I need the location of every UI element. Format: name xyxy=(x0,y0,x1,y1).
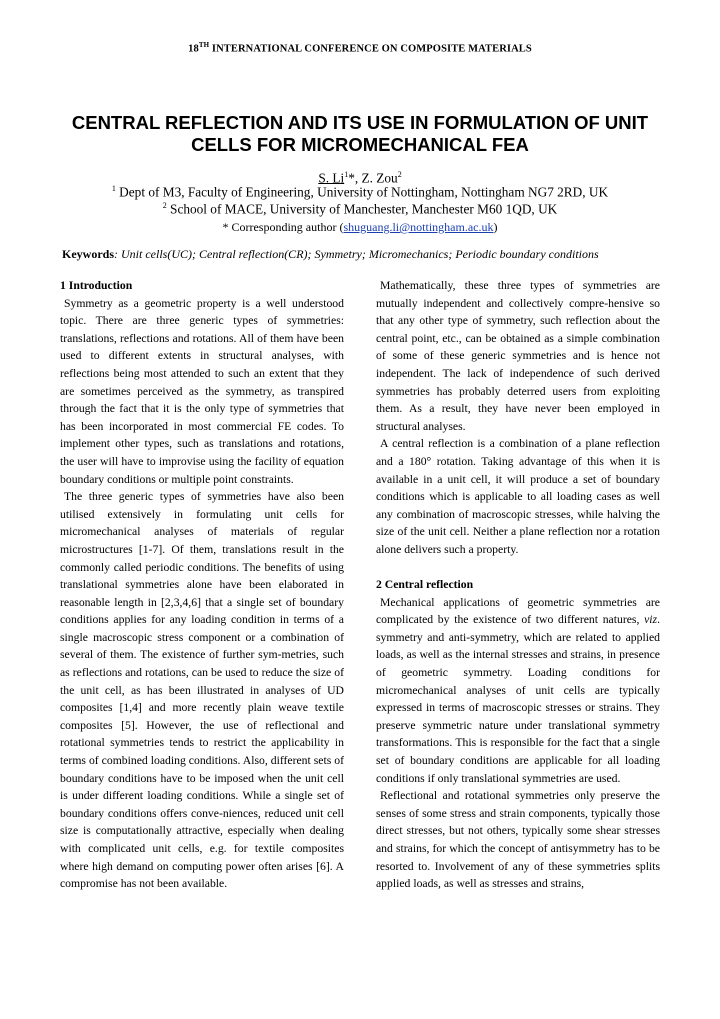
paragraph: Symmetry as a geometric property is a well understood topic. There are three generic types of symmetries: translations, reflections and rotations. All of them have been used to different extents in structural analyses, with reflections being most attended to such an extent that they are sometimes perceived as the symmetry, as transpired through the fact that it is the only type of symmetries that has been incorporated in most commercial FE codes. To implement other types, such as translations and rotations, the user will have to improvise using the facility of equation boundary conditions or multiple point constraints. xyxy=(60,296,344,486)
keywords-colon: : xyxy=(114,247,121,261)
corresponding-mark: *, xyxy=(348,170,362,186)
paragraph: Reflectional and rotational symmetries only preserve the senses of some stress and strain components, typically those direct stresses, but not others, typically some shear stresses and strains, for which the concept of antisymmetry has to be resorted to. Involvement of any of these symmetries splits applied loads, as well as stresses and strains, xyxy=(376,789,660,891)
paragraph: A central reflection is a combination of a plane reflection and a 180° rotation. Taking advantage of this when it is available in a unit cell, it will produce a set of boundary conditions which is applicable to all loading cases as well any combination of macroscopic stresses, while halving the size of the unit cell. Neither a plane reflection nor a rotation alone delivers such a property. xyxy=(376,437,660,556)
affiliation-2 xyxy=(20,201,700,217)
keywords-label: Keywords xyxy=(62,247,114,261)
author-2-affiliation: 2 xyxy=(397,170,402,179)
affiliation-1 xyxy=(20,184,700,200)
conference-name: INTERNATIONAL CONFERENCE ON COMPOSITE MATERIALS xyxy=(211,43,532,55)
author-1-affiliation: 1 xyxy=(344,170,349,179)
conference-header xyxy=(0,41,720,55)
section-heading-introduction: 1 Introduction xyxy=(60,279,133,292)
paragraph: Mathematically, these three types of symmetries are mutually independent and collectively compre-hensive so that any other type of symmetry, such reflection about the central point, etc., can be obtained as a simple combination of some of these generic symmetries and is hence not independent. The lack of independence of such derived symmetries has probably deterred users from exploiting them. As a result, they have never been employed in structural analyses. xyxy=(376,279,660,433)
corresponding-author xyxy=(20,220,700,235)
affiliation-2-text: School of MACE, University of Manchester, Manchester M60 1QD, UK xyxy=(170,201,558,217)
affiliation-1-text: Dept of M3, Faculty of Engineering, University of Nottingham, Nottingham NG7 2RD, UK xyxy=(119,184,609,200)
left-column xyxy=(60,277,344,893)
keywords-text: Unit cells(UC); Central reflection(CR); Symmetry; Micromechanics; Periodic boundary conditions xyxy=(121,247,599,261)
affiliation-1-number: 1 xyxy=(111,184,116,193)
paper-title: CENTRAL REFLECTION AND ITS USE IN FORMULATION OF UNIT CELLS FOR MICROMECHANICAL FEA xyxy=(71,112,649,155)
conference-number: 18 xyxy=(188,43,199,55)
keywords xyxy=(62,247,662,262)
author-1[interactable]: S. Li xyxy=(318,170,345,186)
paragraph: The three generic types of symmetries have also been utilised extensively in formulating unit cells for micromechanical analyses of materials of regular microstructures [1-7]. Of them, translations result in the commonly called periodic conditions. The benefits of using translational symmetries alone have been elaborated in reasonable length in [2,3,4,6] that a single set of boundary conditions applies for any loading condition in terms of a single macroscopic stress component or a combination of several of them. The existence of further sym-metries, such as reflections and rotations, can be used to reduce the size of the unit cell, as has been illustrated in analyses of UD composites [1,4] and more recently plain weave textile composites [5]. However, the use of reflectional and rotational symmetries tends to restrict the applicability in terms of combined loading conditions. Also, different sets of boundary conditions have to be imposed when the unit cell is under different loading conditions. While a single set of boundary conditions offers conve-niences, reduced unit cell size is computationally attractive, especially when dealing with complicated unit cells, e.g. for textile composites where high demand on computing power often arises [6]. A compromise has not been available. xyxy=(60,490,344,891)
paragraph-italic: viz xyxy=(644,613,658,627)
paragraph-text: Mechanical applications of geometric symmetries are complicated by the existence of two different natures, xyxy=(376,595,660,627)
author-2: Z. Zou xyxy=(361,170,398,186)
paragraph-text: . symmetry and anti-symmetry, which are related to applied loads, as well as the internal stresses and strains, in presence of geometric symmetry. Loading conditions for micromechanical analyses of unit cells are typically expressed in terms of macroscopic stresses or strains. They preserve symmetric nature under translational symmetry transformations. This is responsible for the fact that a single set of boundary conditions are applicable for all loading conditions if only translational symmetries are used. xyxy=(376,613,660,785)
conference-number-suffix: TH xyxy=(198,41,210,49)
corresponding-prefix: * Corresponding author ( xyxy=(222,220,344,234)
right-column xyxy=(376,277,660,893)
section-heading-central-reflection: 2 Central reflection xyxy=(376,578,474,592)
affiliation-2-number: 2 xyxy=(162,201,167,210)
paragraph xyxy=(376,594,660,788)
email-link[interactable]: shuguang.li@nottingham.ac.uk xyxy=(343,220,494,234)
corresponding-suffix: ) xyxy=(493,220,498,234)
